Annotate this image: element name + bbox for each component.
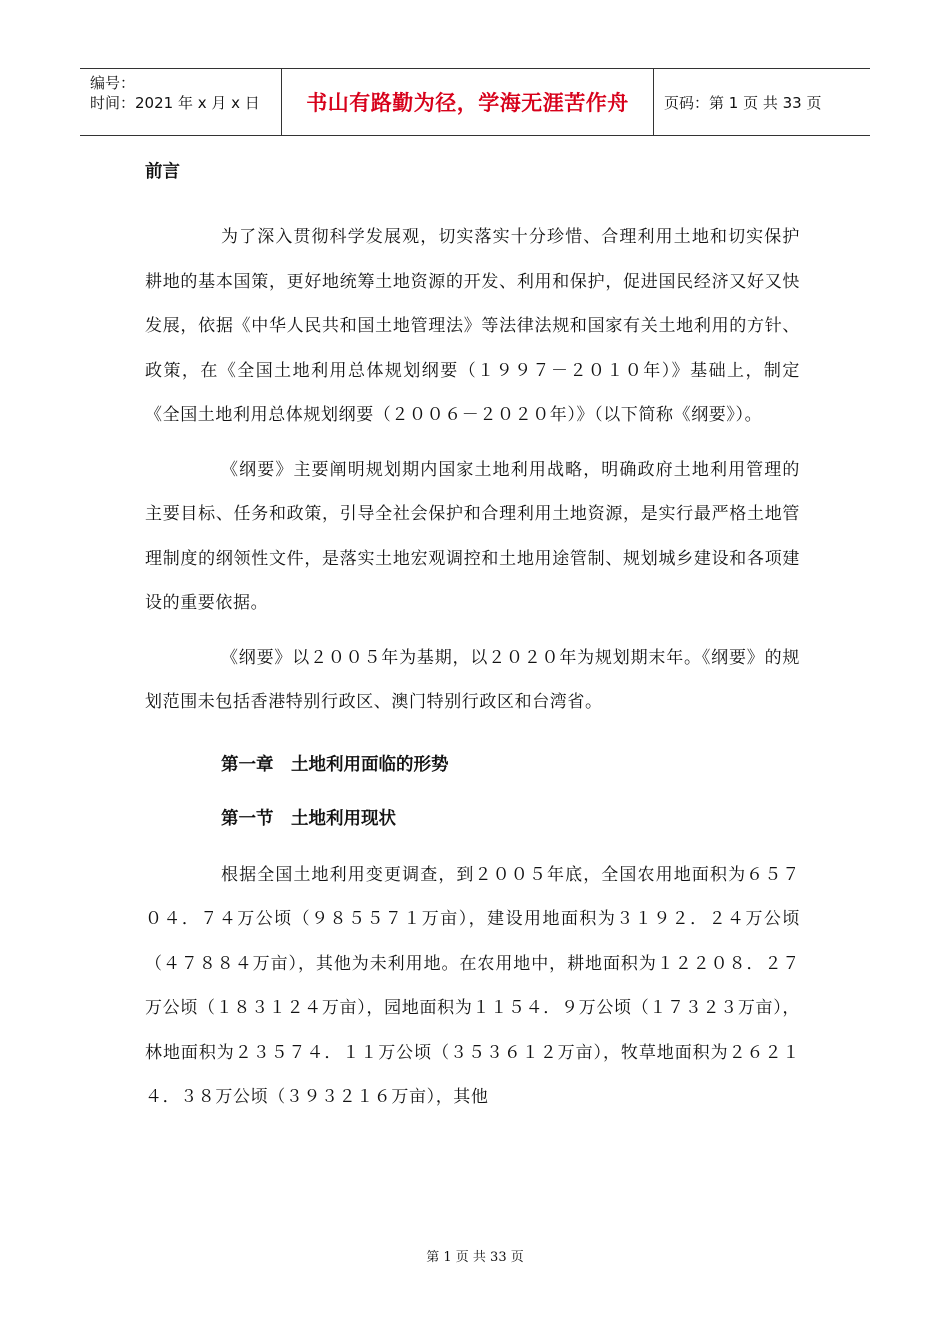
header-page-info: 页码：第 1 页 共 33 页 [664,93,822,112]
header-meta [80,69,282,135]
document-body [145,150,800,1120]
header-motto: 书山有路勤为径，学海无涯苦作舟 [306,91,629,115]
number-label: 编号： [90,74,136,92]
time-label: 时间：2021 年 x 月 x 日 [90,94,260,112]
section-paragraph: 根据全国土地利用变更调查，到２００５年底，全国农用地面积为６５７０４．７４万公顷（９８５５７１万亩），建设用地面积为３１９２．２４万公顷（４７８８４万亩），其他为未利用地。在农用地中，耕地面积为１２２０８．２７万公顷（１８３１２４万亩），园地面积为１１５４．９万公顷（１７３２３万亩），林地面积为２３５７４．１１万公顷（３５３６１２万亩），牧草地面积为２６２１４．３８万公顷（３９３２１６万亩），其他 [145,864,800,1107]
page-footer: 第 1 页 共 33 页 [426,1250,524,1265]
preface-paragraph-2: 《纲要》主要阐明规划期内国家土地利用战略，明确政府土地利用管理的主要目标、任务和政策，引导全社会保护和合理利用土地资源，是实行最严格土地管理制度的纲领性文件，是落实土地宏观调控和土地用途管制、规划城乡建设和各项建设的重要依据。 [145,459,800,613]
section-title: 第一节 土地利用现状 [221,808,396,829]
chapter-title: 第一章 土地利用面临的形势 [221,754,449,775]
preface-title: 前言 [145,162,180,182]
header-motto-cell [282,69,654,135]
document-header [80,68,870,136]
preface-paragraph-3: 《纲要》以２００５年为基期，以２０２０年为规划期末年。《纲要》的规划范围未包括香港特别行政区、澳门特别行政区和台湾省。 [145,647,800,712]
header-page-cell [654,69,870,135]
preface-paragraph-1: 为了深入贯彻科学发展观，切实落实十分珍惜、合理利用土地和切实保护耕地的基本国策，更好地统筹土地资源的开发、利用和保护，促进国民经济又好又快发展，依据《中华人民共和国土地管理法》等法律法规和国家有关土地利用的方针、政策，在《全国土地利用总体规划纲要（１９９７－２０１０年）》基础上，制定《全国土地利用总体规划纲要（２００６－２０２０年）》（以下简称《纲要》）。 [145,227,800,425]
